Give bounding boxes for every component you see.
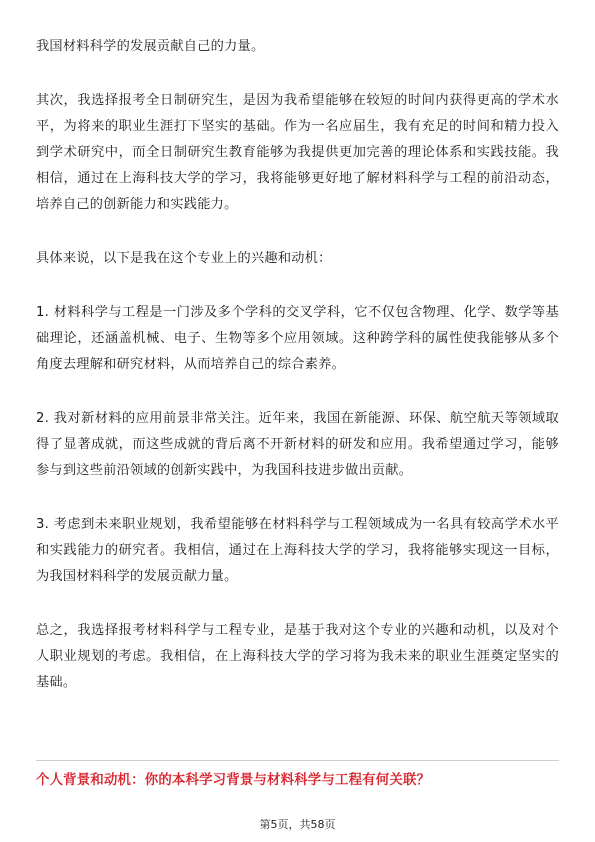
paragraph-conclusion: 总之，我选择报考材料科学与工程专业，是基于我对这个专业的兴趣和动机，以及对个人职业规划的考虑。我相信，在上海科技大学的学习将为我未来的职业生涯奠定坚实的基础。 xyxy=(36,623,559,690)
paragraph-gap xyxy=(36,484,559,512)
paragraph-point-3: 3. 考虑到未来职业规划，我希望能够在材料科学与工程领域成为一名具有较高学术水平和实践能力的研究者。我相信，通过在上海科技大学的学习，我将能够实现这一目标，为我国材料科学的发展贡献力量。 xyxy=(36,517,559,584)
paragraph-gap xyxy=(36,60,559,88)
paragraph-full-time-reason: 其次，我选择报考全日制研究生，是因为我希望能够在较短的时间内获得更高的学术水平，为将来的职业生涯打下坚实的基础。作为一名应届生，我有充足的时间和精力投入到学术研究中，而全日制研究生教育能够为我提供更加完善的理论体系和实践技能。我相信，通过在上海科技大学的学习，我将能够更好地了解材料科学与工程的前沿动态，培养自己的创新能力和实践能力。 xyxy=(36,93,559,212)
section-divider xyxy=(36,760,559,761)
paragraph-continuation: 我国材料科学的发展贡献自己的力量。 xyxy=(36,39,265,54)
paragraph-gap xyxy=(36,590,559,618)
paragraph-gap xyxy=(36,218,559,246)
question-heading: 个人背景和动机：你的本科学习背景与材料科学与工程有何关联？ xyxy=(36,773,431,788)
document-body xyxy=(36,34,559,696)
paragraph-point-2: 2. 我对新材料的应用前景非常关注。近年来，我国在新能源、环保、航空航天等领域取得了显著成就，而这些成就的背后离不开新材料的研发和应用。我希望通过学习，能够参与到这些前沿领域的创新实践中，为我国科技进步做出贡献。 xyxy=(36,411,559,478)
paragraph-gap xyxy=(36,378,559,406)
paragraph-gap xyxy=(36,272,559,300)
paragraph-point-1: 1. 材料科学与工程是一门涉及多个学科的交叉学科，它不仅包含物理、化学、数学等基础理论，还涵盖机械、电子、生物等多个应用领域。这种跨学科的属性使我能够从多个角度去理解和研究材料，从而培养自己的综合素养。 xyxy=(36,305,559,372)
page-number-footer: 第5页，共58页 xyxy=(259,818,336,831)
paragraph-interest-intro: 具体来说，以下是我在这个专业上的兴趣和动机： xyxy=(36,251,332,266)
